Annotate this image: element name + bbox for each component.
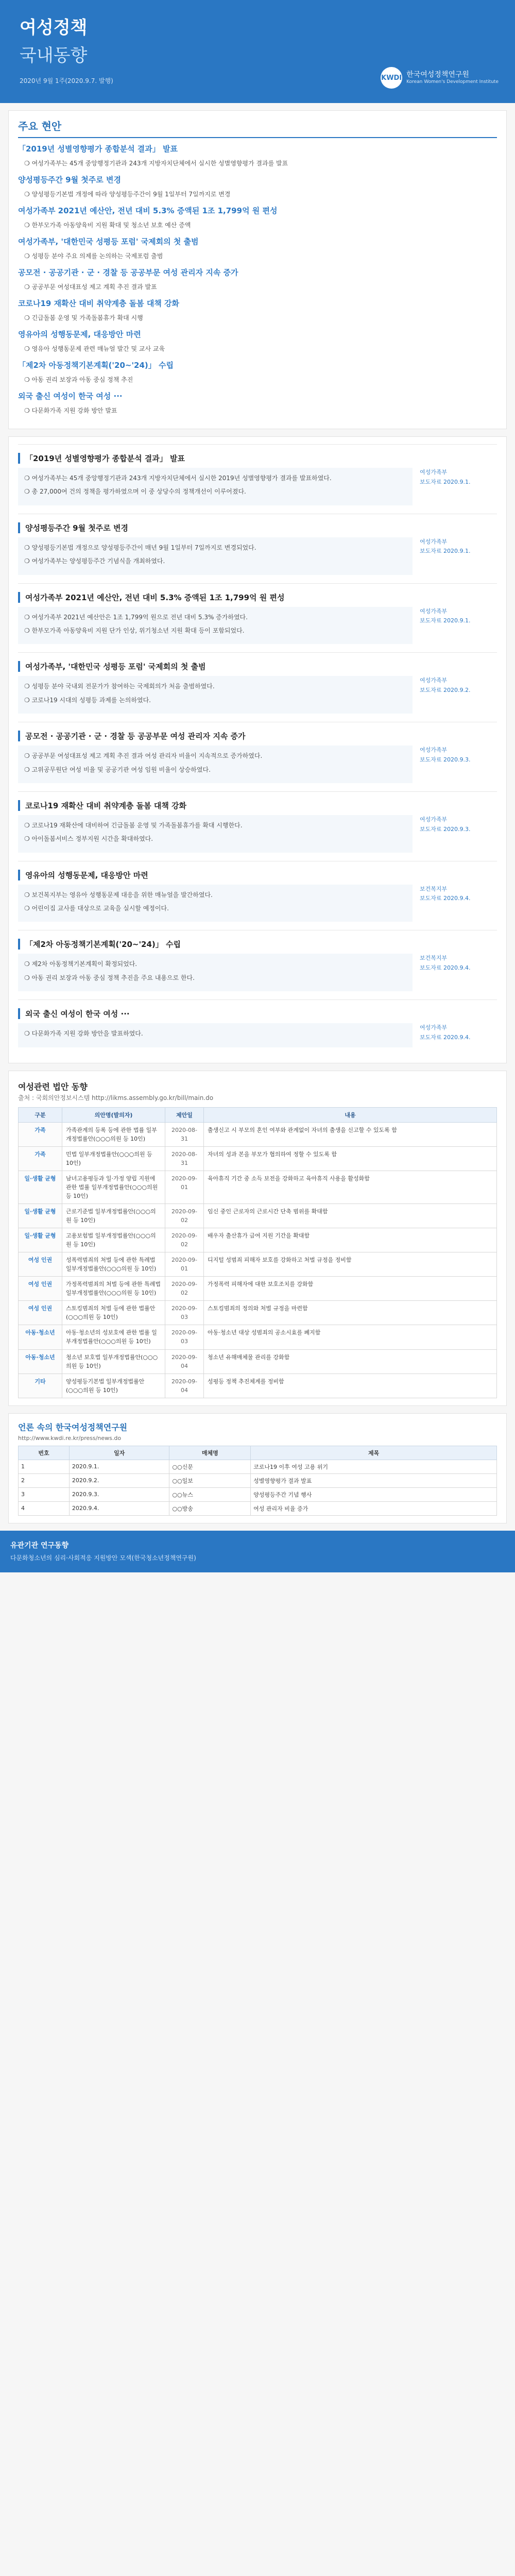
news-summary	[18, 1023, 413, 1047]
attendance-headline[interactable]: 양성평등주간 기념 행사	[251, 1487, 497, 1501]
news-body	[18, 676, 497, 714]
news-summary	[18, 676, 413, 714]
bill-name[interactable]: 가정폭력범죄의 처벌 등에 관한 특례법 일부개정법률안(○○○의원 등 10인)	[62, 1277, 165, 1301]
news-headline[interactable]: 「제2차 아동정책기본계획('20~'24)」 수립	[18, 939, 497, 950]
news-meta	[420, 954, 497, 991]
news-body	[18, 745, 497, 783]
news-meta-line[interactable]: 보건복지부	[420, 955, 448, 962]
bill-group: 아동·청소년	[19, 1349, 62, 1374]
toc-category[interactable]: 여성가족부 2021년 예산안, 전년 대비 5.3% 증액된 1조 1,799억 원 편성	[18, 206, 278, 215]
attendance-media: ○○신문	[169, 1460, 251, 1473]
news-item	[18, 722, 497, 791]
org-logo[interactable]	[381, 67, 499, 89]
toc-block	[18, 329, 497, 354]
table-row	[19, 1277, 497, 1301]
news-meta	[420, 745, 497, 783]
news-meta-line[interactable]: 여성가족부	[420, 816, 448, 823]
news-summary	[18, 815, 413, 853]
toc-item[interactable]: ❍ 성평등 분야 주요 의제를 논의하는 국제포럼 출범	[24, 252, 163, 260]
bill-name[interactable]: 청소년 보호법 일부개정법률안(○○○의원 등 10인)	[62, 1349, 165, 1374]
news-meta	[420, 815, 497, 853]
attendance-table	[18, 1446, 497, 1516]
news-meta	[420, 1023, 497, 1047]
attendance-no: 1	[19, 1460, 70, 1473]
news-meta-line[interactable]: 여성가족부	[420, 677, 448, 684]
attendance-no: 3	[19, 1487, 70, 1501]
bill-group: 여성 인권	[19, 1252, 62, 1277]
bill-group: 일·생활 균형	[19, 1204, 62, 1228]
news-summary-line: ❍ 한부모가족 아동양육비 지원 단가 인상, 위기청소년 지원 확대 등이 포함되었다.	[24, 626, 245, 634]
bill-group: 기타	[19, 1374, 62, 1398]
bill-name[interactable]: 근로기준법 일부개정법률안(○○○의원 등 10인)	[62, 1204, 165, 1228]
news-headline[interactable]: 여성가족부 2021년 예산안, 전년 대비 5.3% 증액된 1조 1,799억 원 편성	[18, 592, 497, 603]
toc-block	[18, 174, 497, 200]
news-meta-line[interactable]: 여성가족부	[420, 469, 448, 476]
bill-content: 디지털 성범죄 피해자 보호를 강화하고 처벌 규정을 정비함	[204, 1252, 497, 1277]
toc-item[interactable]: ❍ 양성평등기본법 개정에 따라 양성평등주간이 9월 1일부터 7일까지로 변경	[24, 191, 231, 198]
attendance-title: 언론 속의 한국여성정책연구원	[18, 1422, 128, 1432]
table-row	[19, 1204, 497, 1228]
toc-title: 주요 현안	[18, 118, 497, 138]
news-item	[18, 930, 497, 999]
bill-content: 청소년 유해매체물 관리를 강화함	[204, 1349, 497, 1374]
toc-block	[18, 236, 497, 262]
bill-date: 2020-09-01	[165, 1252, 204, 1277]
bills-col-header: 의안명(발의자)	[62, 1107, 165, 1122]
toc-block	[18, 298, 497, 324]
bill-group: 가족	[19, 1122, 62, 1146]
news-section	[8, 436, 507, 1063]
toc-item[interactable]: ❍ 영유아 성행동문제 관련 매뉴얼 발간 및 교사 교육	[24, 345, 165, 352]
bill-group: 여성 인권	[19, 1277, 62, 1301]
attendance-no: 2	[19, 1473, 70, 1487]
news-item	[18, 514, 497, 583]
bill-date: 2020-08-31	[165, 1146, 204, 1171]
bill-content: 출생신고 시 부모의 혼인 여부와 관계없이 자녀의 출생을 신고할 수 있도록 함	[204, 1122, 497, 1146]
news-summary-line: ❍ 여성가족부는 45개 중앙행정기관과 243개 지방자치단체에서 실시한 2019년 성별영향평가 결과를 발표하였다.	[24, 474, 332, 482]
org-name: 한국여성정책연구원	[406, 71, 469, 79]
attendance-headline[interactable]: 코로나19 이후 여성 고용 위기	[251, 1460, 497, 1473]
toc-item[interactable]: ❍ 긴급돌봄 운영 및 가족돌봄휴가 확대 시행	[24, 314, 143, 321]
bill-name[interactable]: 남녀고용평등과 일·가정 양립 지원에 관한 법률 일부개정법률안(○○○의원 등 10인)	[62, 1171, 165, 1204]
table-row	[19, 1228, 497, 1252]
bill-group: 일·생활 균형	[19, 1228, 62, 1252]
news-summary-line: ❍ 여성가족부 2021년 예산안은 1조 1,799억 원으로 전년 대비 5.3% 증가하였다.	[24, 613, 248, 621]
toc-item[interactable]: ❍ 여성가족부는 45개 중앙행정기관과 243개 지방자치단체에서 실시한 성별영향평가 결과를 발표	[24, 160, 288, 167]
toc-category[interactable]: 코로나19 재확산 대비 취약계층 돌봄 대책 강화	[18, 299, 180, 308]
toc-block	[18, 143, 497, 169]
toc-item[interactable]: ❍ 공공부문 여성대표성 제고 계획 추진 결과 발표	[24, 283, 157, 291]
bill-name[interactable]: 민법 일부개정법률안(○○○의원 등 10인)	[62, 1146, 165, 1171]
news-summary	[18, 745, 413, 783]
table-row	[19, 1473, 497, 1487]
news-meta	[420, 468, 497, 505]
news-headline[interactable]: 공모전 · 공공기관 · 군 · 경찰 등 공공부문 여성 관리자 지속 증가	[18, 731, 497, 741]
bill-name[interactable]: 성폭력범죄의 처벌 등에 관한 특례법 일부개정법률안(○○○의원 등 10인)	[62, 1252, 165, 1277]
bills-col-header: 제안일	[165, 1107, 204, 1122]
news-item	[18, 791, 497, 861]
news-headline[interactable]: 양성평등주간 9월 첫주로 변경	[18, 522, 497, 533]
attendance-col-header: 일자	[69, 1446, 169, 1460]
toc-block	[18, 360, 497, 385]
table-row	[19, 1146, 497, 1171]
news-summary-line: ❍ 보건복지부는 영유아 성행동문제 대응을 위한 매뉴얼을 발간하였다.	[24, 891, 213, 899]
attendance-col-header: 매체명	[169, 1446, 251, 1460]
news-summary	[18, 885, 413, 922]
header-subtitle: 국내동향	[20, 45, 88, 66]
news-summary	[18, 537, 413, 575]
news-summary-line: ❍ 코로나19 재확산에 대비하여 긴급돌봄 운영 및 가족돌봄휴가를 확대 시행한다.	[24, 821, 243, 829]
attendance-col-header: 번호	[19, 1446, 70, 1460]
news-meta-line[interactable]: 보도자료 2020.9.1.	[420, 478, 471, 485]
news-item	[18, 444, 497, 514]
bill-name[interactable]: 가족관계의 등록 등에 관한 법률 일부개정법률안(○○○의원 등 10인)	[62, 1122, 165, 1146]
table-row	[19, 1252, 497, 1277]
news-meta-line[interactable]: 보도자료 2020.9.1.	[420, 548, 471, 555]
attendance-date: 2020.9.3.	[69, 1487, 169, 1501]
bills-section	[8, 1071, 507, 1406]
table-row	[19, 1487, 497, 1501]
news-meta-line[interactable]: 보도자료 2020.9.4.	[420, 1033, 471, 1041]
toc-category[interactable]: 양성평등주간 9월 첫주로 변경	[18, 175, 121, 184]
bill-date: 2020-09-04	[165, 1349, 204, 1374]
toc-item[interactable]: ❍ 아동 권리 보장과 아동 중심 정책 추진	[24, 376, 133, 383]
news-summary-line: ❍ 고위공무원단 여성 비율 및 공공기관 여성 임원 비율이 상승하였다.	[24, 766, 211, 773]
news-summary-line: ❍ 어린이집 교사를 대상으로 교육을 실시할 예정이다.	[24, 905, 169, 912]
news-summary-line: ❍ 다문화가족 지원 강화 방안을 발표하였다.	[24, 1030, 143, 1038]
news-meta	[420, 537, 497, 575]
news-item	[18, 583, 497, 653]
attendance-url[interactable]: http://www.kwdi.re.kr/press/news.do	[18, 1434, 122, 1442]
toc-category[interactable]: 공모전 · 공공기관 · 군 · 경찰 등 공공부문 여성 관리자 지속 증가	[18, 268, 238, 277]
news-body	[18, 885, 497, 922]
table-row	[19, 1301, 497, 1325]
news-summary-line: ❍ 여성가족부는 양성평등주간 기념식을 개최하였다.	[24, 557, 165, 565]
news-summary-line: ❍ 성평등 분야 국내외 전문가가 참여하는 국제회의가 처음 출범하였다.	[24, 683, 215, 690]
toc-block	[18, 205, 497, 231]
news-body	[18, 1023, 497, 1047]
news-item	[18, 999, 497, 1055]
toc-section	[8, 110, 507, 429]
bill-date: 2020-08-31	[165, 1122, 204, 1146]
news-headline[interactable]: 영유아의 성행동문제, 대응방안 마련	[18, 870, 497, 880]
org-logo-icon: KWDI	[381, 67, 402, 89]
org-name-en: Korean Women's Development Institute	[406, 79, 499, 84]
attendance-media: ○○일보	[169, 1473, 251, 1487]
toc-category[interactable]: 「2019년 성별영향평가 종합분석 결과」 발표	[18, 144, 178, 154]
bill-content: 스토킹범죄의 정의와 처벌 규정을 마련함	[204, 1301, 497, 1325]
news-summary	[18, 468, 413, 505]
news-meta-line[interactable]: 보도자료 2020.9.4.	[420, 895, 471, 902]
header-title: 여성정책	[20, 18, 88, 38]
toc-category[interactable]: 여성가족부, '대한민국 성평등 포럼' 국제회의 첫 출범	[18, 237, 199, 246]
news-meta-line[interactable]: 보도자료 2020.9.2.	[420, 687, 471, 694]
bills-table	[18, 1107, 497, 1398]
news-body	[18, 607, 497, 645]
attendance-headline[interactable]: 성별영향평가 결과 발표	[251, 1473, 497, 1487]
news-summary	[18, 607, 413, 645]
news-summary-line: ❍ 아이돌봄서비스 정부지원 시간을 확대하였다.	[24, 835, 153, 843]
bill-content: 자녀의 성과 본을 부모가 협의하여 정할 수 있도록 함	[204, 1146, 497, 1171]
bill-date: 2020-09-01	[165, 1171, 204, 1204]
attendance-media: ○○방송	[169, 1501, 251, 1515]
news-meta	[420, 676, 497, 714]
bill-date: 2020-09-02	[165, 1228, 204, 1252]
news-meta-line[interactable]: 보도자료 2020.9.4.	[420, 964, 471, 972]
news-headline[interactable]: 여성가족부, '대한민국 성평등 포럼' 국제회의 첫 출범	[18, 661, 497, 672]
table-row	[19, 1374, 497, 1398]
news-summary-line: ❍ 양성평등기본법 개정으로 양성평등주간이 매년 9월 1일부터 7일까지로 변경되었다.	[24, 544, 256, 551]
bill-name[interactable]: 아동·청소년의 성보호에 관한 법률 일부개정법률안(○○○의원 등 10인)	[62, 1325, 165, 1349]
news-meta-line[interactable]: 여성가족부	[420, 1024, 448, 1031]
news-meta	[420, 607, 497, 645]
news-headline[interactable]: 외국 출신 여성이 한국 여성 ···	[18, 1008, 497, 1019]
toc-item[interactable]: ❍ 한부모가족 아동양육비 지원 확대 및 청소년 보호 예산 증액	[24, 222, 191, 229]
toc-category[interactable]: 외국 출신 여성이 한국 여성 ···	[18, 392, 123, 401]
news-meta-line[interactable]: 여성가족부	[420, 607, 448, 615]
news-summary-line: ❍ 제2차 아동정책기본계획이 확정되었다.	[24, 960, 138, 968]
news-summary-line: ❍ 공공부문 여성대표성 제고 계획 추진 결과 여성 관리자 비율이 지속적으로 증가하였다.	[24, 752, 263, 760]
bill-date: 2020-09-02	[165, 1277, 204, 1301]
attendance-no: 4	[19, 1501, 70, 1515]
table-row	[19, 1171, 497, 1204]
toc-item[interactable]: ❍ 다문화가족 지원 강화 방안 발표	[24, 407, 117, 414]
bill-content: 성평등 정책 추진체계를 정비함	[204, 1374, 497, 1398]
toc-block	[18, 267, 497, 293]
footer-text[interactable]: 다문화청소년의 심리·사회적응 지원방안 모색(한국청소년정책연구원)	[10, 1554, 196, 1562]
bills-title: 여성관련 법안 동향	[18, 1081, 88, 1092]
toc-block	[18, 391, 497, 416]
news-meta-line[interactable]: 보도자료 2020.9.1.	[420, 617, 471, 624]
toc-list	[18, 143, 497, 416]
bills-source[interactable]: 출처 : 국회의안정보시스템 http://likms.assembly.go.kr/bill/main.do	[18, 1094, 214, 1101]
footer	[0, 1531, 515, 1572]
bill-name[interactable]: 고용보험법 일부개정법률안(○○○의원 등 10인)	[62, 1228, 165, 1252]
table-row	[19, 1122, 497, 1146]
attendance-date: 2020.9.4.	[69, 1501, 169, 1515]
toc-category[interactable]: 「제2차 아동정책기본계획('20~'24)」 수립	[18, 361, 174, 370]
news-summary-line: ❍ 아동 권리 보장과 아동 중심 정책 추진을 주요 내용으로 한다.	[24, 974, 195, 981]
bills-col-header: 내용	[204, 1107, 497, 1122]
bill-date: 2020-09-03	[165, 1325, 204, 1349]
bill-content: 육아휴직 기간 중 소득 보전을 강화하고 육아휴직 사용을 활성화함	[204, 1171, 497, 1204]
news-meta-line[interactable]: 보도자료 2020.9.3.	[420, 756, 471, 763]
news-meta-line[interactable]: 여성가족부	[420, 538, 448, 545]
attendance-media: ○○뉴스	[169, 1487, 251, 1501]
attendance-date: 2020.9.2.	[69, 1473, 169, 1487]
toc-category[interactable]: 영유아의 성행동문제, 대응방안 마련	[18, 330, 141, 339]
table-row	[19, 1325, 497, 1349]
news-meta-line[interactable]: 여성가족부	[420, 747, 448, 754]
news-body	[18, 537, 497, 575]
table-row	[19, 1349, 497, 1374]
news-headline[interactable]: 코로나19 재확산 대비 취약계층 돌봄 대책 강화	[18, 800, 497, 811]
news-summary-line: ❍ 코로나19 시대의 성평등 과제를 논의하였다.	[24, 696, 151, 704]
news-body	[18, 468, 497, 505]
news-summary	[18, 954, 413, 991]
bill-content: 아동·청소년 대상 성범죄의 공소시효를 폐지함	[204, 1325, 497, 1349]
attendance-date: 2020.9.1.	[69, 1460, 169, 1473]
news-headline[interactable]: 「2019년 성별영향평가 종합분석 결과」 발표	[18, 453, 497, 464]
bill-group: 일·생활 균형	[19, 1171, 62, 1204]
bill-date: 2020-09-04	[165, 1374, 204, 1398]
bill-content: 배우자 출산휴가 급여 지원 기간을 확대함	[204, 1228, 497, 1252]
attendance-section	[8, 1413, 507, 1523]
bill-group: 가족	[19, 1146, 62, 1171]
attendance-headline[interactable]: 여성 관리자 비율 증가	[251, 1501, 497, 1515]
news-item	[18, 652, 497, 722]
bill-name[interactable]: 스토킹범죄의 처벌 등에 관한 법률안(○○○의원 등 10인)	[62, 1301, 165, 1325]
bill-date: 2020-09-02	[165, 1204, 204, 1228]
news-item	[18, 861, 497, 930]
news-body	[18, 815, 497, 853]
issue-date: 2020년 9월 1주(2020.9.7. 발행)	[20, 77, 113, 84]
table-row	[19, 1460, 497, 1473]
news-meta-line[interactable]: 보도자료 2020.9.3.	[420, 825, 471, 833]
news-meta	[420, 885, 497, 922]
footer-title: 유관기관 연구동향	[10, 1541, 69, 1550]
news-meta-line[interactable]: 보건복지부	[420, 885, 448, 892]
bill-content: 임신 중인 근로자의 근로시간 단축 범위를 확대함	[204, 1204, 497, 1228]
bill-date: 2020-09-03	[165, 1301, 204, 1325]
table-row	[19, 1501, 497, 1515]
bills-col-header: 구분	[19, 1107, 62, 1122]
news-list	[18, 444, 497, 1056]
bill-name[interactable]: 양성평등기본법 일부개정법률안(○○○의원 등 10인)	[62, 1374, 165, 1398]
attendance-col-header: 제목	[251, 1446, 497, 1460]
bill-content: 가정폭력 피해자에 대한 보호조치를 강화함	[204, 1277, 497, 1301]
news-body	[18, 954, 497, 991]
header-banner	[0, 0, 515, 103]
bill-group: 아동·청소년	[19, 1325, 62, 1349]
news-summary-line: ❍ 총 27,000여 건의 정책을 평가하였으며 이 중 상당수의 정책개선이 이루어졌다.	[24, 488, 246, 496]
bill-group: 여성 인권	[19, 1301, 62, 1325]
